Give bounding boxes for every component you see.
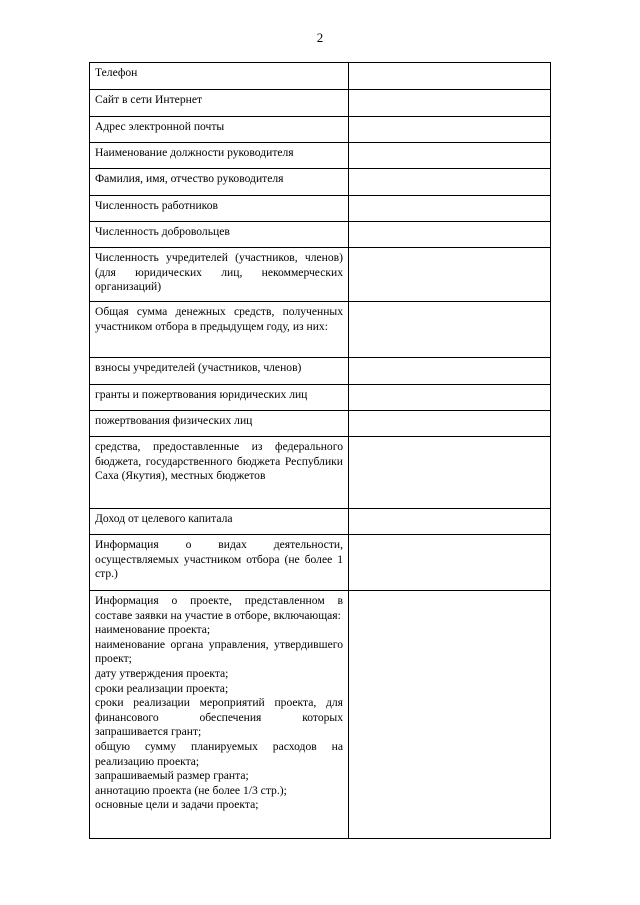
project-info-item: аннотацию проекта (не более 1/3 стр.);	[95, 783, 287, 797]
project-info-item: наименование органа управления, утвердившего проект;	[95, 637, 343, 666]
table-row	[90, 437, 551, 509]
row-label-total-funds: Общая сумма денежных средств, полученных участником отбора в предыдущем году, из них:	[90, 302, 349, 358]
page-number: 2	[316, 30, 324, 45]
project-info-item: наименование проекта;	[95, 623, 211, 637]
row-label-website: Сайт в сети Интернет	[90, 90, 349, 117]
project-info-item: сроки реализации проекта;	[95, 681, 229, 695]
row-label-employees: Численность работников	[90, 196, 349, 222]
project-info-intro: Информация о проекте, представленном в составе заявки на участие в отборе, включающая:	[95, 594, 343, 622]
row-label-activities: Информация о видах деятельности, осуществляемых участником отбора (не более 1 стр.)	[90, 535, 349, 591]
row-label-phone: Телефон	[90, 63, 349, 90]
row-value-phone[interactable]	[349, 63, 551, 90]
row-value-legal-grants[interactable]	[349, 385, 551, 411]
row-value-project-info[interactable]	[349, 591, 551, 839]
row-value-total-funds[interactable]	[349, 302, 551, 358]
table-row	[90, 222, 551, 248]
application-form-table	[89, 62, 551, 839]
row-value-founder-fees[interactable]	[349, 358, 551, 385]
table-row	[90, 196, 551, 222]
row-value-employees[interactable]	[349, 196, 551, 222]
row-label-budget-funds: средства, предоставленные из федерального бюджета, государственного бюджета Республики Саха (Якутия), местных бюджетов	[90, 437, 349, 509]
row-label-founders: Численность учредителей (участников, членов) (для юридических лиц, некоммерческих организаций)	[90, 248, 349, 302]
row-value-volunteers[interactable]	[349, 222, 551, 248]
row-value-endowment-income[interactable]	[349, 509, 551, 535]
row-label-project-info	[90, 591, 349, 839]
project-info-item: сроки реализации мероприятий проекта, для финансового обеспечения которых запрашивается грант;	[95, 696, 343, 739]
project-info-item: запрашиваемый размер гранта;	[95, 769, 249, 783]
row-value-website[interactable]	[349, 90, 551, 117]
table-row	[90, 117, 551, 143]
table-row	[90, 302, 551, 358]
row-value-head-position[interactable]	[349, 143, 551, 169]
table-row	[90, 385, 551, 411]
table-row	[90, 90, 551, 117]
project-info-item: основные цели и задачи проекта;	[95, 798, 259, 812]
project-info-item: общую сумму планируемых расходов на реализацию проекта;	[95, 739, 343, 768]
table-row	[90, 509, 551, 535]
row-value-email[interactable]	[349, 117, 551, 143]
table-row	[90, 411, 551, 437]
row-value-individual-donations[interactable]	[349, 411, 551, 437]
row-label-individual-donations: пожертвования физических лиц	[90, 411, 349, 437]
table-row	[90, 169, 551, 196]
row-label-founder-fees: взносы учредителей (участников, членов)	[90, 358, 349, 385]
row-label-legal-grants: гранты и пожертвования юридических лиц	[90, 385, 349, 411]
row-label-head-name: Фамилия, имя, отчество руководителя	[90, 169, 349, 196]
row-value-founders[interactable]	[349, 248, 551, 302]
row-value-activities[interactable]	[349, 535, 551, 591]
table-row	[90, 143, 551, 169]
row-value-budget-funds[interactable]	[349, 437, 551, 509]
table-row	[90, 63, 551, 90]
row-label-email: Адрес электронной почты	[90, 117, 349, 143]
project-info-item: дату утверждения проекта;	[95, 666, 229, 680]
row-label-head-position: Наименование должности руководителя	[90, 143, 349, 169]
row-label-endowment-income: Доход от целевого капитала	[90, 509, 349, 535]
row-value-head-name[interactable]	[349, 169, 551, 196]
table-row	[90, 535, 551, 591]
table-row	[90, 591, 551, 839]
row-label-volunteers: Численность добровольцев	[90, 222, 349, 248]
table-row	[90, 248, 551, 302]
table-row	[90, 358, 551, 385]
